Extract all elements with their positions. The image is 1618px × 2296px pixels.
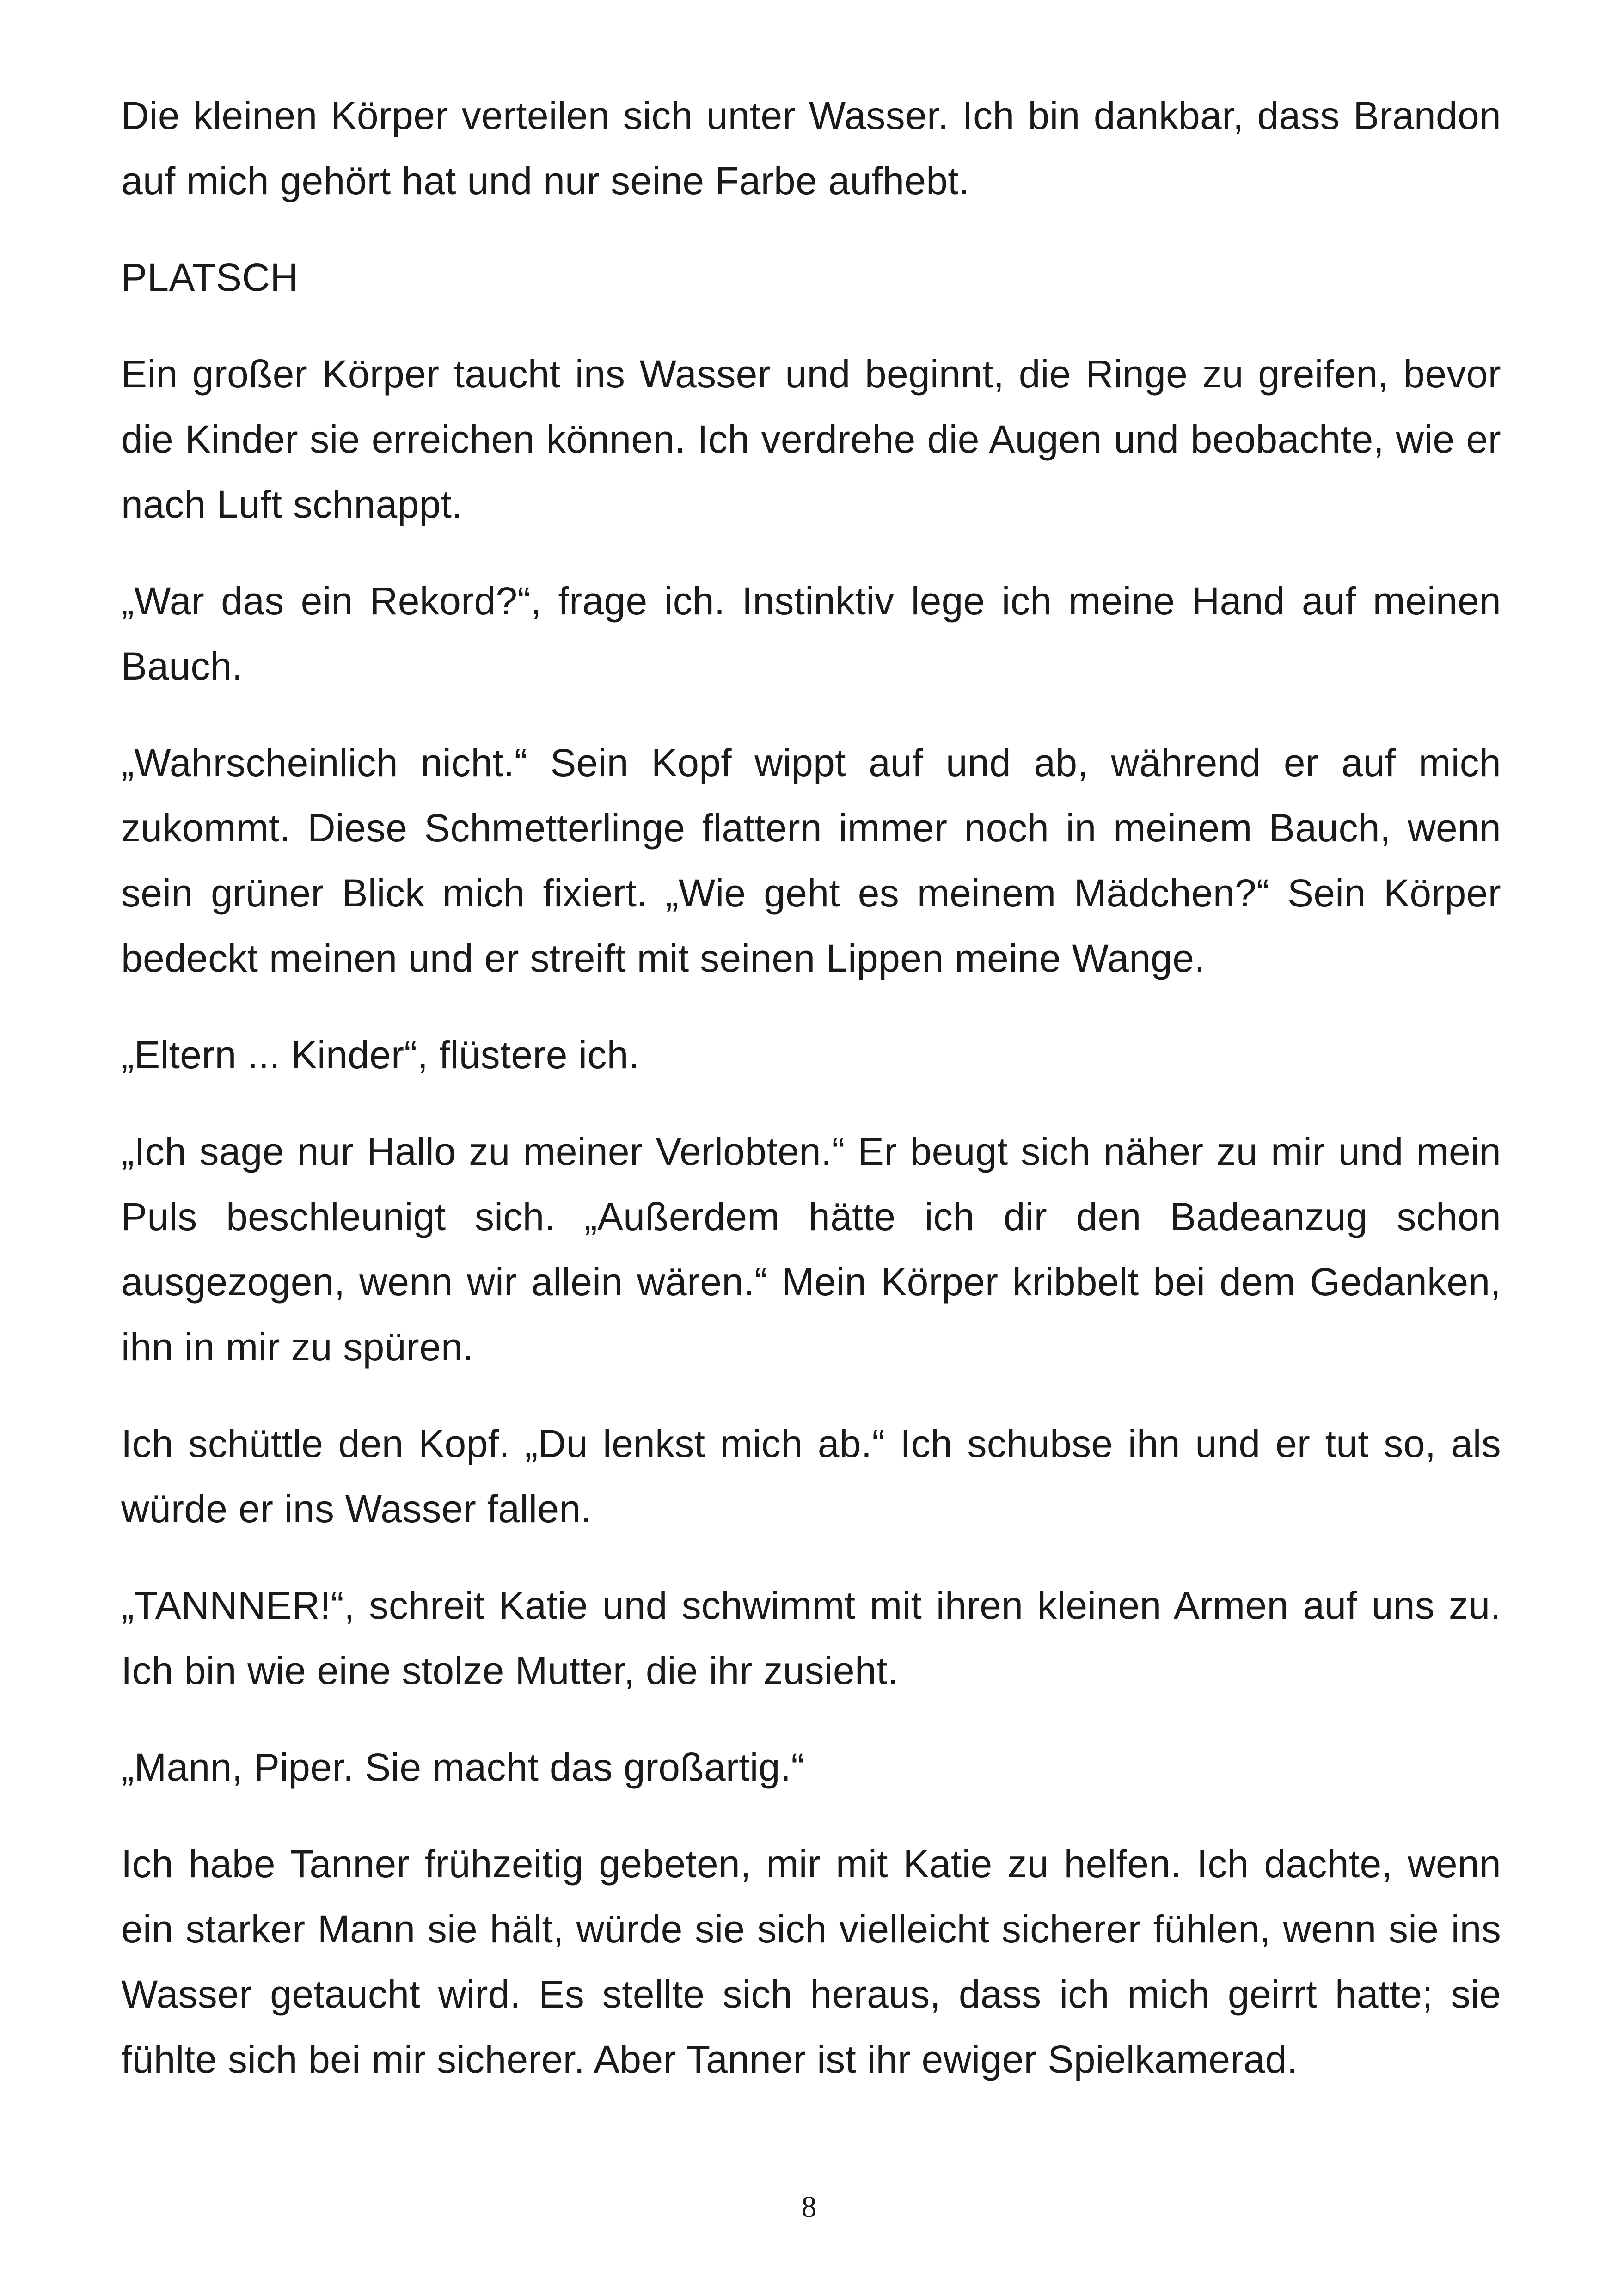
paragraph: „War das ein Rekord?“, frage ich. Instinktiv lege ich meine Hand auf meinen Bauch. [121,579,1501,688]
paragraph: PLATSCH [121,256,299,299]
paragraph: Ich habe Tanner frühzeitig gebeten, mir mit Katie zu helfen. Ich dachte, wenn ein starker Mann sie hält, würde sie sich vielleicht sicherer fühlen, wenn sie ins Wasser getaucht wird. Es stellte sich heraus, dass ich mich geirrt hatte; sie fühlte sich bei mir sicherer. Aber Tanner ist ihr ewiger Spielkamerad. [121,1842,1501,2081]
paragraph: „Wahrscheinlich nicht.“ Sein Kopf wippt auf und ab, während er auf mich zukommt. Diese Schmetterlinge flattern immer noch in meinem Bauch, wenn sein grüner Blick mich fixiert. „Wie geht es meinem Mädchen?“ Sein Körper bedeckt meinen und er streift mit seinen Lippen meine Wange. [121,741,1501,980]
paragraph: Ein großer Körper taucht ins Wasser und beginnt, die Ringe zu greifen, bevor die Kinder sie erreichen können. Ich verdrehe die Augen und beobachte, wie er nach Luft schnappt. [121,352,1501,526]
paragraph: Die kleinen Körper verteilen sich unter Wasser. Ich bin dankbar, dass Brandon auf mich gehört hat und nur seine Farbe aufhebt. [121,94,1501,202]
paragraph: „Eltern ... Kinder“, flüstere ich. [121,1033,640,1077]
paragraph: „Mann, Piper. Sie macht das großartig.“ [121,1745,804,1789]
paragraph: „TANNNER!“, schreit Katie und schwimmt mit ihren kleinen Armen auf uns zu. Ich bin wie eine stolze Mutter, die ihr zusieht. [121,1584,1501,1692]
page-number: 8 [801,2190,817,2224]
body-text [121,83,1501,2124]
paragraph: „Ich sage nur Hallo zu meiner Verlobten.“ Er beugt sich näher zu mir und mein Puls beschleunigt sich. „Außerdem hätte ich dir den Badeanzug schon ausgezogen, wenn wir allein wären.“ Mein Körper kribbelt bei dem Gedanken, ihn in mir zu spüren. [121,1130,1501,1369]
paragraph: Ich schüttle den Kopf. „Du lenkst mich ab.“ Ich schubse ihn und er tut so, als würde er ins Wasser fallen. [121,1422,1501,1531]
